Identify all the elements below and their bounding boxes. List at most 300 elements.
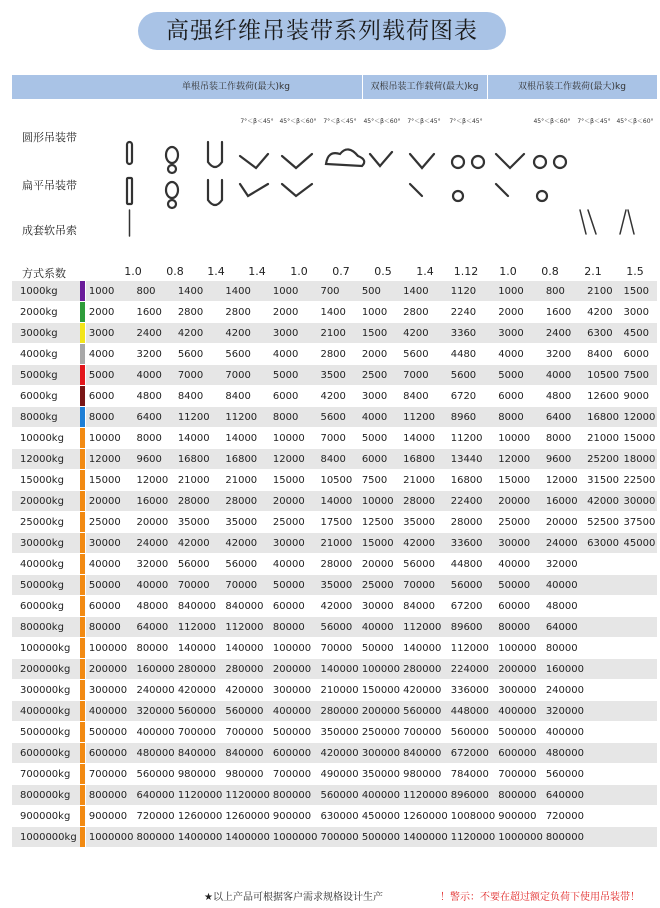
load-value-cell <box>584 638 620 659</box>
load-value-cell: 6000 <box>359 449 400 470</box>
load-value-cell: 1500 <box>621 281 657 302</box>
load-value-cell: 21000 <box>584 428 620 449</box>
footer-warning: ！警示：不要在超过额定负荷下使用吊装带！ <box>440 892 640 903</box>
load-value-cell: 16800 <box>222 449 270 470</box>
load-value-cell: 21000 <box>175 470 223 491</box>
load-value-cell: 5600 <box>175 344 223 365</box>
table-row <box>12 344 657 365</box>
load-value-cell: 700000 <box>400 722 448 743</box>
load-value-cell <box>621 701 657 722</box>
load-value-cell: 16800 <box>584 407 620 428</box>
vertical-flat-sling-icon <box>127 178 132 204</box>
load-value-cell: 50000 <box>359 638 400 659</box>
load-value-cell: 500000 <box>86 722 134 743</box>
load-value-cell: 4000 <box>543 365 584 386</box>
load-value-cell: 25000 <box>495 512 543 533</box>
load-value-cell: 100000 <box>495 638 543 659</box>
load-value-cell: 100000 <box>270 638 318 659</box>
load-value-cell: 2800 <box>317 344 358 365</box>
load-value-cell: 600000 <box>86 743 134 764</box>
load-value-cell: 900000 <box>495 806 543 827</box>
row-capacity-label: 6000kg <box>12 386 80 407</box>
load-value-cell: 200000 <box>86 659 134 680</box>
method-factor: 2.1 <box>584 265 602 278</box>
load-value-cell: 896000 <box>448 785 496 806</box>
load-value-cell: 33600 <box>448 533 496 554</box>
load-value-cell: 240000 <box>543 680 584 701</box>
load-value-cell: 2500 <box>359 365 400 386</box>
load-value-cell: 16000 <box>133 491 174 512</box>
load-value-cell: 280000 <box>317 701 358 722</box>
load-value-cell: 900000 <box>270 806 318 827</box>
load-value-cell: 15000 <box>495 470 543 491</box>
load-value-cell <box>621 827 657 848</box>
load-value-cell: 28000 <box>317 554 358 575</box>
load-value-cell: 20000 <box>543 512 584 533</box>
load-value-cell: 6000 <box>86 386 134 407</box>
load-value-cell: 40000 <box>133 575 174 596</box>
two-leg-choker-icon <box>534 156 546 168</box>
load-value-cell: 52500 <box>584 512 620 533</box>
load-value-cell: 42000 <box>222 533 270 554</box>
table-row <box>12 365 657 386</box>
table-row <box>12 827 657 848</box>
load-value-cell: 600000 <box>270 743 318 764</box>
load-value-cell: 240000 <box>133 680 174 701</box>
load-value-cell: 3000 <box>86 323 134 344</box>
load-value-cell: 6000 <box>621 344 657 365</box>
angle-label: 7°＜β＜45° <box>323 118 357 125</box>
table-row <box>12 428 657 449</box>
load-value-cell: 44800 <box>448 554 496 575</box>
load-value-cell: 21000 <box>317 533 358 554</box>
load-value-cell: 60000 <box>86 596 134 617</box>
load-value-cell: 70000 <box>400 575 448 596</box>
load-value-cell: 3000 <box>270 323 318 344</box>
angle-label: 7°＜β＜45° <box>449 118 483 125</box>
load-value-cell: 2800 <box>222 302 270 323</box>
basket-angle-icon <box>282 154 312 168</box>
load-value-cell: 280000 <box>400 659 448 680</box>
load-value-cell: 16800 <box>175 449 223 470</box>
row-capacity-label: 100000kg <box>12 638 80 659</box>
table-row <box>12 743 657 764</box>
load-value-cell: 2100 <box>317 323 358 344</box>
load-value-cell: 112000 <box>400 617 448 638</box>
two-leg-icon <box>496 154 524 168</box>
load-value-cell: 56000 <box>317 617 358 638</box>
row-capacity-label: 30000kg <box>12 533 80 554</box>
load-value-cell: 4200 <box>400 323 448 344</box>
load-value-cell: 3000 <box>359 386 400 407</box>
method-factor: 1.4 <box>248 265 266 278</box>
load-value-cell: 10000 <box>359 491 400 512</box>
load-value-cell: 14000 <box>222 428 270 449</box>
method-factor: 0.8 <box>541 265 559 278</box>
load-value-cell: 4200 <box>175 323 223 344</box>
load-value-cell <box>621 743 657 764</box>
table-row <box>12 281 657 302</box>
load-value-cell: 448000 <box>448 701 496 722</box>
load-value-cell: 48000 <box>133 596 174 617</box>
load-value-cell: 60000 <box>495 596 543 617</box>
load-value-cell: 18000 <box>621 449 657 470</box>
load-value-cell: 24000 <box>543 533 584 554</box>
load-value-cell: 70000 <box>317 638 358 659</box>
row-capacity-label: 10000kg <box>12 428 80 449</box>
method-factor: 0.7 <box>332 265 350 278</box>
load-value-cell: 28000 <box>448 512 496 533</box>
choker-flat-icon <box>166 182 178 198</box>
row-capacity-label: 900000kg <box>12 806 80 827</box>
load-value-cell: 1000000 <box>270 827 318 848</box>
load-value-cell: 630000 <box>317 806 358 827</box>
load-value-cell: 10500 <box>584 365 620 386</box>
basket-round-icon <box>208 142 222 167</box>
load-value-cell: 84000 <box>400 596 448 617</box>
method-factor: 1.0 <box>290 265 308 278</box>
load-value-cell: 6000 <box>495 386 543 407</box>
load-value-cell: 840000 <box>222 596 270 617</box>
load-value-cell: 560000 <box>222 701 270 722</box>
load-value-cell <box>621 785 657 806</box>
load-value-cell: 35000 <box>400 512 448 533</box>
load-value-cell: 2400 <box>543 323 584 344</box>
method-factor-row <box>12 262 657 282</box>
row-capacity-label: 8000kg <box>12 407 80 428</box>
load-value-cell: 560000 <box>400 701 448 722</box>
load-value-cell: 40000 <box>359 617 400 638</box>
row-capacity-label: 1000kg <box>12 281 80 302</box>
load-value-cell: 12500 <box>359 512 400 533</box>
load-value-cell: 8400 <box>222 386 270 407</box>
load-value-cell: 11200 <box>400 407 448 428</box>
load-value-cell: 21000 <box>222 470 270 491</box>
load-value-cell: 30000 <box>359 596 400 617</box>
load-value-cell: 400000 <box>543 722 584 743</box>
load-value-cell: 200000 <box>270 659 318 680</box>
load-value-cell: 56000 <box>448 575 496 596</box>
load-value-cell: 30000 <box>495 533 543 554</box>
load-value-cell: 800000 <box>133 827 174 848</box>
load-value-cell: 1000 <box>495 281 543 302</box>
row-capacity-label: 600000kg <box>12 743 80 764</box>
load-value-cell <box>621 575 657 596</box>
load-value-cell <box>621 617 657 638</box>
load-value-cell: 4000 <box>86 344 134 365</box>
load-value-cell: 100000 <box>86 638 134 659</box>
load-value-cell: 4500 <box>621 323 657 344</box>
angle-label: 7°＜β＜45° <box>577 118 611 125</box>
load-value-cell: 13440 <box>448 449 496 470</box>
load-value-cell: 80000 <box>86 617 134 638</box>
load-value-cell <box>621 680 657 701</box>
load-value-cell: 11200 <box>448 428 496 449</box>
load-value-cell: 9000 <box>621 386 657 407</box>
load-value-cell: 80000 <box>543 638 584 659</box>
load-value-cell: 4200 <box>222 323 270 344</box>
row-capacity-label: 800000kg <box>12 785 80 806</box>
method-factor: 1.4 <box>416 265 434 278</box>
load-value-cell: 22400 <box>448 491 496 512</box>
load-value-cell: 210000 <box>317 680 358 701</box>
load-value-cell: 672000 <box>448 743 496 764</box>
load-value-cell: 25000 <box>86 512 134 533</box>
table-row <box>12 617 657 638</box>
row-capacity-label: 3000kg <box>12 323 80 344</box>
load-value-cell: 1000 <box>86 281 134 302</box>
table-row <box>12 470 657 491</box>
load-value-cell: 700000 <box>270 764 318 785</box>
load-value-cell: 320000 <box>543 701 584 722</box>
load-value-cell: 140000 <box>175 638 223 659</box>
method-factor-label: 方式系数 <box>22 267 66 280</box>
load-value-cell: 12600 <box>584 386 620 407</box>
load-value-cell: 400000 <box>359 785 400 806</box>
load-value-cell: 35000 <box>175 512 223 533</box>
load-value-cell: 16800 <box>448 470 496 491</box>
load-value-cell: 2240 <box>448 302 496 323</box>
load-value-cell: 42000 <box>317 596 358 617</box>
row-capacity-label: 2000kg <box>12 302 80 323</box>
load-value-cell: 1400 <box>222 281 270 302</box>
choker-round-icon <box>166 147 178 163</box>
load-value-cell <box>621 596 657 617</box>
load-value-cell: 6000 <box>270 386 318 407</box>
load-value-cell: 640000 <box>543 785 584 806</box>
load-value-cell: 70000 <box>175 575 223 596</box>
load-value-cell: 20000 <box>133 512 174 533</box>
four-leg-set-icon <box>580 210 596 234</box>
load-value-cell: 7000 <box>317 428 358 449</box>
row-capacity-label: 12000kg <box>12 449 80 470</box>
vertical-round-sling-icon <box>127 142 132 164</box>
load-value-cell: 560000 <box>543 764 584 785</box>
load-value-cell <box>584 659 620 680</box>
load-value-cell: 336000 <box>448 680 496 701</box>
load-value-cell: 35000 <box>317 575 358 596</box>
load-value-cell: 2000 <box>495 302 543 323</box>
load-value-cell: 1000000 <box>86 827 134 848</box>
row-capacity-label: 80000kg <box>12 617 80 638</box>
load-value-cell: 9600 <box>543 449 584 470</box>
table-row <box>12 659 657 680</box>
table-row <box>12 638 657 659</box>
load-value-cell: 420000 <box>317 743 358 764</box>
load-value-cell: 700000 <box>86 764 134 785</box>
load-value-cell: 14000 <box>175 428 223 449</box>
load-value-cell: 15000 <box>621 428 657 449</box>
row-label-round-sling: 圆形吊装带 <box>22 131 77 144</box>
row-capacity-label: 700000kg <box>12 764 80 785</box>
load-value-cell: 1120000 <box>175 785 223 806</box>
load-value-cell: 8960 <box>448 407 496 428</box>
load-value-cell: 1260000 <box>400 806 448 827</box>
header-group-single: 单根吊装工作载荷(最大)kg <box>182 82 290 92</box>
load-value-cell: 30000 <box>621 491 657 512</box>
table-row <box>12 491 657 512</box>
load-value-cell: 1008000 <box>448 806 496 827</box>
load-value-cell: 50000 <box>270 575 318 596</box>
load-value-cell: 10000 <box>495 428 543 449</box>
load-value-cell: 10500 <box>317 470 358 491</box>
load-value-cell: 160000 <box>543 659 584 680</box>
load-value-cell: 10000 <box>270 428 318 449</box>
load-value-cell <box>584 680 620 701</box>
load-value-cell <box>621 554 657 575</box>
table-row <box>12 806 657 827</box>
load-value-cell: 800000 <box>270 785 318 806</box>
table-row <box>12 764 657 785</box>
load-value-cell <box>621 722 657 743</box>
row-capacity-label: 5000kg <box>12 365 80 386</box>
load-value-cell: 224000 <box>448 659 496 680</box>
table-row <box>12 323 657 344</box>
load-value-cell: 1260000 <box>175 806 223 827</box>
load-value-cell: 25200 <box>584 449 620 470</box>
load-value-cell: 5600 <box>400 344 448 365</box>
load-value-cell <box>621 806 657 827</box>
row-capacity-label: 50000kg <box>12 575 80 596</box>
load-value-cell: 784000 <box>448 764 496 785</box>
title-banner <box>138 12 506 50</box>
load-value-cell: 900000 <box>86 806 134 827</box>
load-value-cell: 2000 <box>270 302 318 323</box>
load-value-cell: 40000 <box>86 554 134 575</box>
load-value-cell: 840000 <box>400 743 448 764</box>
load-value-cell: 8000 <box>86 407 134 428</box>
load-value-cell: 420000 <box>222 680 270 701</box>
load-value-cell: 1400000 <box>400 827 448 848</box>
load-value-cell: 600000 <box>495 743 543 764</box>
load-value-cell: 3500 <box>317 365 358 386</box>
load-value-cell: 450000 <box>359 806 400 827</box>
table-row <box>12 554 657 575</box>
load-value-cell: 700000 <box>175 722 223 743</box>
load-value-cell: 350000 <box>317 722 358 743</box>
table-row <box>12 575 657 596</box>
four-leg-set-icon <box>620 210 634 234</box>
load-value-cell: 420000 <box>400 680 448 701</box>
load-value-cell: 16000 <box>543 491 584 512</box>
load-value-cell: 6300 <box>584 323 620 344</box>
load-value-cell: 200000 <box>495 659 543 680</box>
load-value-cell: 56000 <box>175 554 223 575</box>
load-value-cell: 1000 <box>270 281 318 302</box>
load-value-cell: 25000 <box>359 575 400 596</box>
load-value-cell: 45000 <box>621 533 657 554</box>
load-value-cell: 300000 <box>86 680 134 701</box>
load-value-cell: 8000 <box>543 428 584 449</box>
load-value-cell: 200000 <box>359 701 400 722</box>
load-value-cell: 112000 <box>175 617 223 638</box>
load-value-cell: 15000 <box>270 470 318 491</box>
load-value-cell: 2400 <box>133 323 174 344</box>
load-value-cell: 4200 <box>317 386 358 407</box>
load-value-cell: 1120000 <box>222 785 270 806</box>
load-value-cell: 400000 <box>495 701 543 722</box>
row-capacity-label: 400000kg <box>12 701 80 722</box>
load-value-cell: 160000 <box>133 659 174 680</box>
load-value-cell: 2000 <box>359 344 400 365</box>
load-value-cell: 40000 <box>270 554 318 575</box>
load-value-cell: 48000 <box>543 596 584 617</box>
load-value-cell: 1000000 <box>495 827 543 848</box>
load-value-cell: 1400 <box>317 302 358 323</box>
load-value-cell: 11200 <box>222 407 270 428</box>
load-value-cell <box>584 575 620 596</box>
load-value-cell <box>584 701 620 722</box>
load-value-cell: 560000 <box>448 722 496 743</box>
load-value-cell: 42000 <box>175 533 223 554</box>
table-row <box>12 722 657 743</box>
load-value-cell: 10000 <box>86 428 134 449</box>
load-value-cell: 700000 <box>222 722 270 743</box>
load-value-cell: 40000 <box>495 554 543 575</box>
load-value-cell: 7000 <box>400 365 448 386</box>
method-factor: 1.4 <box>207 265 225 278</box>
table-row <box>12 701 657 722</box>
load-value-cell: 112000 <box>448 638 496 659</box>
load-value-cell: 8000 <box>133 428 174 449</box>
load-value-cell: 640000 <box>133 785 174 806</box>
load-value-cell: 400000 <box>133 722 174 743</box>
load-value-cell: 5600 <box>448 365 496 386</box>
load-value-cell: 4480 <box>448 344 496 365</box>
load-value-cell: 28000 <box>222 491 270 512</box>
load-value-cell: 30000 <box>86 533 134 554</box>
load-value-cell <box>584 743 620 764</box>
load-value-cell: 24000 <box>133 533 174 554</box>
load-value-cell: 500000 <box>495 722 543 743</box>
load-value-cell: 1400000 <box>175 827 223 848</box>
load-value-cell: 4800 <box>543 386 584 407</box>
load-value-cell: 980000 <box>400 764 448 785</box>
load-value-cell: 4000 <box>495 344 543 365</box>
load-value-cell: 1120000 <box>400 785 448 806</box>
load-value-cell: 6400 <box>133 407 174 428</box>
load-value-cell: 56000 <box>222 554 270 575</box>
load-value-cell: 8400 <box>584 344 620 365</box>
load-value-cell: 70000 <box>222 575 270 596</box>
load-value-cell: 12000 <box>270 449 318 470</box>
load-value-cell: 32000 <box>543 554 584 575</box>
method-factor: 1.5 <box>626 265 644 278</box>
load-value-cell: 320000 <box>133 701 174 722</box>
table-row <box>12 533 657 554</box>
load-value-cell: 63000 <box>584 533 620 554</box>
load-value-cell: 3000 <box>621 302 657 323</box>
load-value-cell: 5000 <box>495 365 543 386</box>
load-value-cell <box>584 785 620 806</box>
load-value-cell: 56000 <box>400 554 448 575</box>
load-value-cell: 12000 <box>133 470 174 491</box>
load-value-cell: 800000 <box>86 785 134 806</box>
load-value-cell: 4000 <box>270 344 318 365</box>
load-value-cell: 2100 <box>584 281 620 302</box>
sling-diagrams-icon <box>118 140 658 250</box>
load-value-cell: 280000 <box>222 659 270 680</box>
load-value-cell: 800 <box>133 281 174 302</box>
load-value-cell: 60000 <box>270 596 318 617</box>
load-value-cell <box>584 596 620 617</box>
page-title: 高强纤维吊装带系列载荷图表 <box>166 18 478 44</box>
load-value-cell: 840000 <box>222 743 270 764</box>
load-value-cell: 50000 <box>495 575 543 596</box>
load-value-cell: 4200 <box>584 302 620 323</box>
row-capacity-label: 300000kg <box>12 680 80 701</box>
footer-note: ★以上产品可根据客户需求规格设计生产 <box>204 892 383 903</box>
